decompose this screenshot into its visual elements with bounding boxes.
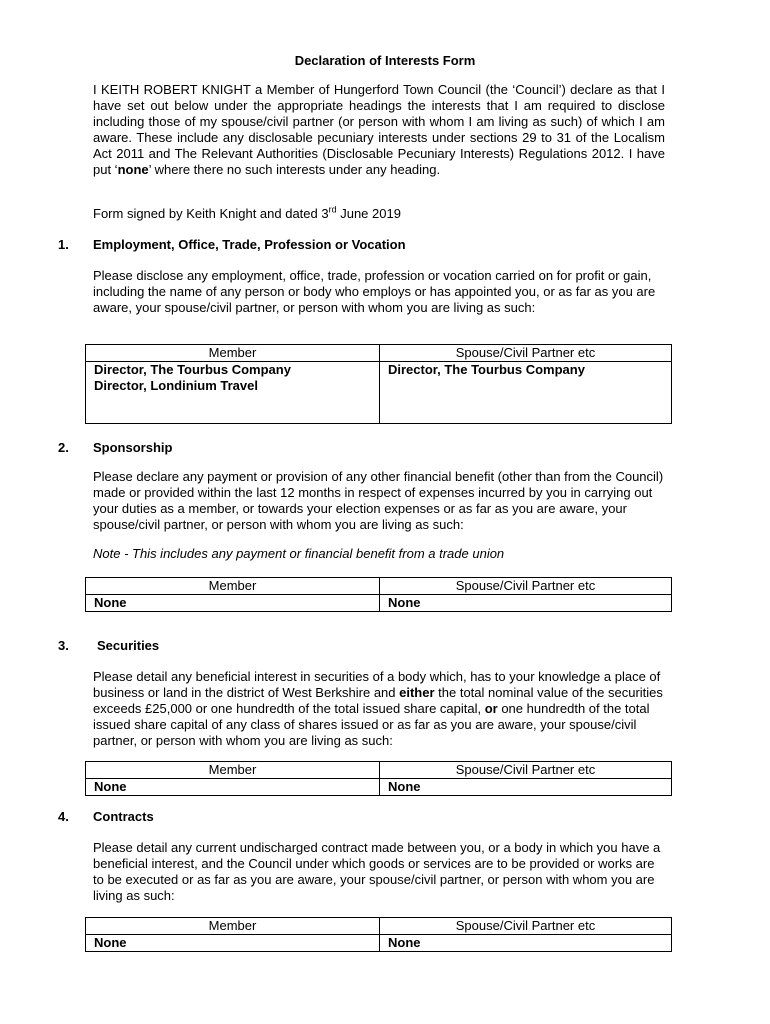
member-cell [86, 935, 380, 952]
member-column-header: Member [86, 762, 380, 779]
member-column-header: Member [86, 345, 380, 362]
section-text-3a: Please detail any beneficial interest in securities of a body which, has to your knowledge a place of business or land in the district of West Berkshire and [93, 669, 661, 700]
signed-prefix: Form signed by Keith Knight and dated 3 [93, 206, 329, 221]
section-text-3-bold2: or [484, 701, 498, 716]
section-text-3b: the total nominal value of the securities exceeds £25,000 or one hundredth of the total issued share capital, [93, 685, 663, 716]
page-title: Declaration of Interests Form [294, 53, 476, 68]
intro-paragraph [93, 82, 665, 178]
section-number-3: 3. [58, 638, 69, 653]
partner-entry: None [388, 595, 421, 610]
intro-text-bold: none [117, 162, 149, 177]
member-column-header: Member [86, 918, 380, 935]
signed-suffix: June 2019 [336, 206, 401, 221]
section-text-2: Please declare any payment or provision of any other financial benefit (other than from the Council) made or provided within the last 12 months in respect of expenses incurred by you in carrying out your duties as a member, or towards your election expenses or as far as you are aware, your spouse/civil partner, or person with whom you are living as such: [93, 469, 664, 532]
partner-entry: Director, The Tourbus Company [388, 362, 585, 377]
partner-column-header: Spouse/Civil Partner etc [380, 578, 672, 595]
section-note-2: Note - This includes any payment or financial benefit from a trade union [93, 546, 505, 561]
section-text-1: Please disclose any employment, office, trade, profession or vocation carried on for profit or gain, including the name of any person or body who employs or has appointed you, or as far as you are aware, your spouse/civil partner, or person with whom you are living as such: [93, 268, 656, 315]
section-heading-1: Employment, Office, Trade, Profession or Vocation [93, 237, 406, 252]
section-number-4: 4. [58, 809, 69, 824]
interest-table-2 [85, 577, 672, 612]
section-number-2: 2. [58, 440, 69, 455]
section-heading-2: Sponsorship [93, 440, 173, 455]
partner-entry: None [388, 935, 421, 950]
member-cell [86, 595, 380, 612]
intro-text-b: ’ where there no such interests under any heading. [148, 162, 441, 177]
partner-column-header: Spouse/Civil Partner etc [380, 918, 672, 935]
partner-column-header: Spouse/Civil Partner etc [380, 762, 672, 779]
section-heading-3: Securities [97, 638, 160, 653]
section-number-1: 1. [58, 237, 69, 252]
member-cell [86, 362, 380, 424]
section-text-3c: one hundredth of the total issued share capital of any class of shares issued or as far as you are aware, your spouse/civil partner, or person with whom you are living as such: [93, 701, 650, 748]
partner-cell [380, 595, 672, 612]
partner-cell [380, 935, 672, 952]
interest-table-4 [85, 917, 672, 952]
section-heading-4: Contracts [93, 809, 154, 824]
partner-column-header: Spouse/Civil Partner etc [380, 345, 672, 362]
member-entry: Director, Londinium Travel [94, 378, 258, 393]
interest-table-3 [85, 761, 672, 796]
partner-cell [380, 779, 672, 796]
member-entry: None [94, 935, 127, 950]
section-text-4: Please detail any current undischarged contract made between you, or a body in which you have a beneficial interest, and the Council under which goods or services are to be provided or works are to be executed or as far as you are aware, your spouse/civil partner, or person with whom you are living as such: [93, 840, 661, 903]
section-text-3 [93, 669, 665, 749]
intro-text-a: I KEITH ROBERT KNIGHT a Member of Hungerford Town Council (the ‘Council’) declare as that I have set out below under the appropriate headings the interests that I am required to disclose including those of my spouse/civil partner (or person with whom I am living as such) of which I am aware. These include any disclosable pecuniary interests under sections 29 to 31 of the Localism Act 2011 and The Relevant Authorities (Disclosable Pecuniary Interests) Regulations 2012. I have put ‘ [93, 82, 665, 177]
signed-line [93, 206, 665, 222]
partner-entry: None [388, 779, 421, 794]
partner-cell [380, 362, 672, 424]
interest-table-1 [85, 344, 672, 424]
signed-sup: rd [328, 204, 337, 215]
member-entry: None [94, 595, 127, 610]
member-cell [86, 779, 380, 796]
section-text-3-bold1: either [399, 685, 435, 700]
member-column-header: Member [86, 578, 380, 595]
member-entry: Director, The Tourbus Company [94, 362, 291, 377]
member-entry: None [94, 779, 127, 794]
